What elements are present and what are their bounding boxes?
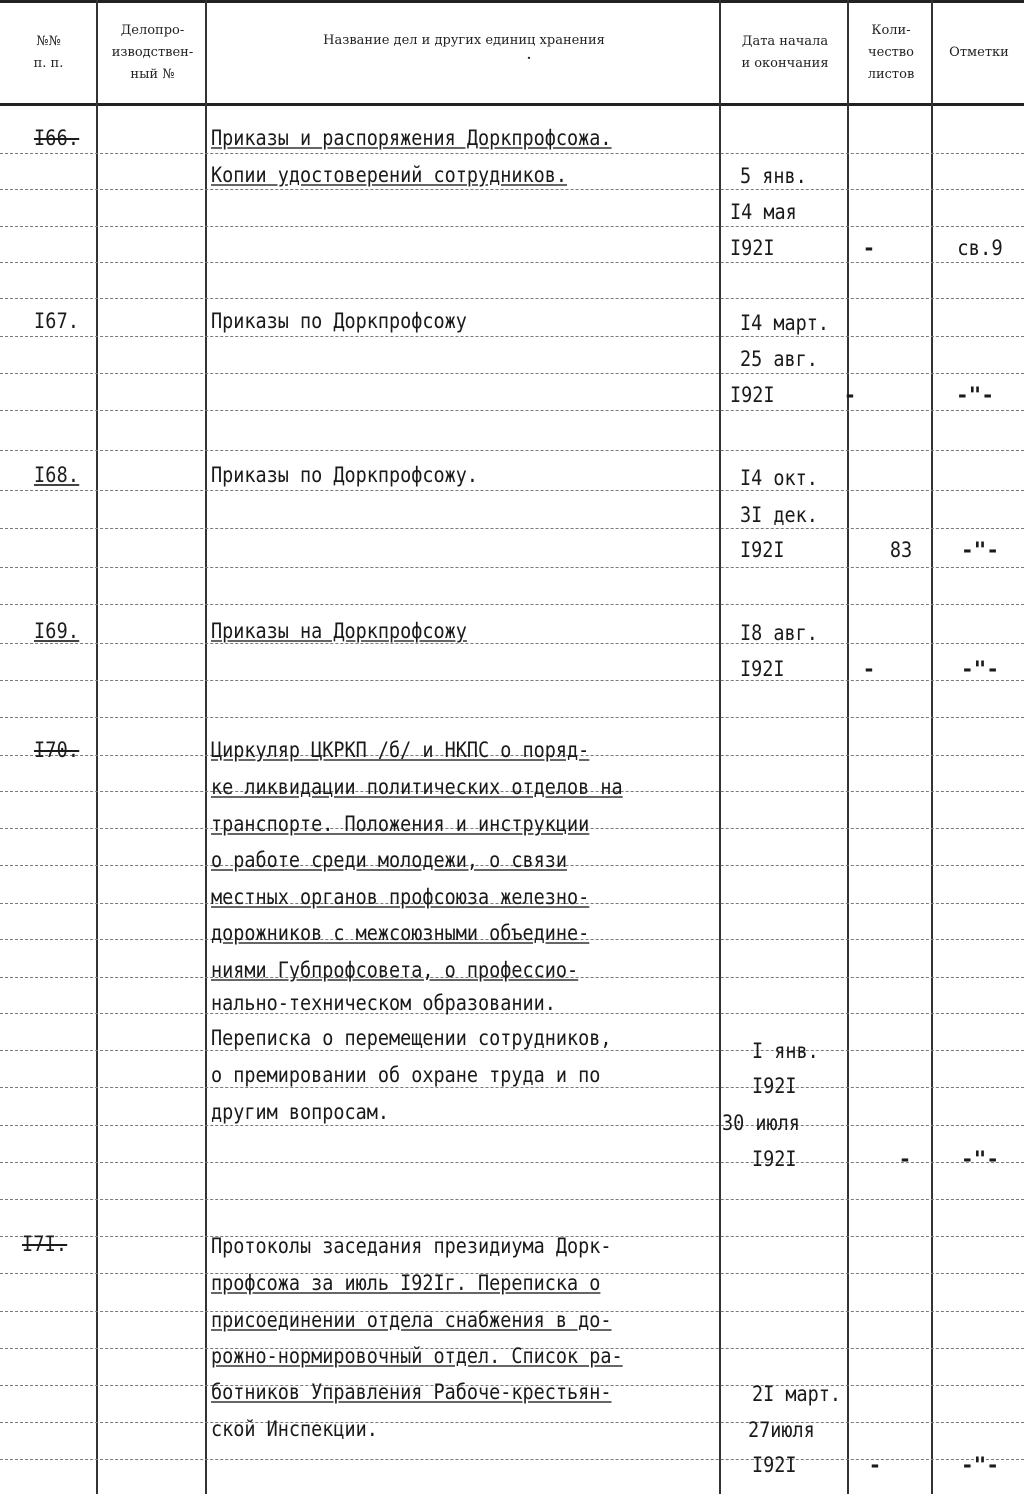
row-notes: -"- [956,383,994,407]
header-notes-text: Отметки [949,45,1009,60]
column-divider [205,0,207,1494]
row-title-line: Циркуляр ЦКРКП /б/ и НКПС о поряд- [211,738,590,762]
row-title-line: транспорте. Положения и инструкции [211,812,590,836]
row-sheet-count: - [868,1453,882,1477]
column-divider [847,0,849,1494]
row-notes: -"- [961,1453,999,1477]
row-date: I92I [752,1147,797,1171]
row-date: 3I дек. [740,503,818,527]
header-office-line2: изводствен- [111,45,194,60]
row-date: 25 авг. [740,347,818,371]
row-date: I4 март. [740,311,830,335]
row-sheet-count: - [862,236,876,260]
row-notes: св.9 [957,236,1003,260]
row-date: I8 авг. [740,621,818,645]
header-number-line1: №№ [36,34,61,49]
row-title-line: профсожа за июль I92Iг. Переписка о [211,1271,601,1295]
header-count-line2: чество [868,45,914,60]
row-date: 5 янв. [740,164,807,188]
row-sheet-count: - [862,657,876,681]
header-dates-line2: и окончания [741,56,829,71]
row-sheet-count: 83 [889,538,913,562]
row-title-line: ботников Управления Рабоче-крестьян- [211,1380,612,1404]
header-count [850,4,932,102]
row-title-line: другим вопросам. [211,1100,390,1124]
row-number: I70. [34,738,80,762]
top-border [0,0,1024,3]
column-divider [931,0,933,1494]
row-title-line: нально-техническом образовании. [211,991,556,1015]
row-number: I7I. [22,1232,68,1256]
row-title-line: Приказы на Доркпрофсожу [211,619,467,643]
header-dates-line1: Дата начала [741,34,829,49]
header-notes [934,4,1024,102]
header-number [0,4,97,102]
row-title-line: Копии удостоверений сотрудников. [211,163,568,187]
row-date: I4 окт. [740,466,818,490]
header-count-line3: листов [867,67,915,82]
row-title-line: Приказы и распоряжения Доркпрофсожа. [211,126,612,150]
row-date: 2I март. [752,1382,842,1406]
row-number: I69. [34,619,80,643]
header-bottom-border [0,103,1024,106]
row-date: I92I [740,657,785,681]
row-number: I68. [34,463,80,487]
header-number-line2: п. п. [33,56,64,71]
row-notes: -"- [961,1147,999,1171]
header-office-line3: ный № [130,67,175,82]
header-title-text: Название дел и других единиц хранения [323,33,605,48]
row-sheet-count: - [843,383,857,407]
row-notes: -"- [961,538,999,562]
row-date: I92I [730,383,775,407]
header-dates [722,4,848,102]
row-sheet-count: - [898,1147,912,1171]
row-title-line: ской Инспекции. [211,1417,378,1441]
row-title-line: дорожников с межсоюзными объедине- [211,921,590,945]
row-date: I92I [752,1074,797,1098]
row-title-line: о работе среди молодежи, о связи [211,848,568,872]
header-count-line1: Коли- [871,23,911,38]
row-date: 27июля [748,1418,815,1442]
header-title: Название дел и других единиц хранения · [208,4,720,102]
row-title-line: о премировании об охране труда и по [211,1063,601,1087]
row-number: I66. [34,126,80,150]
row-title-line: рожно-нормировочный отдел. Список ра- [211,1344,623,1368]
row-notes: -"- [961,657,999,681]
row-title-line: местных органов профсоюза железно- [211,885,590,909]
row-number: I67. [34,309,80,333]
row-date: I92I [730,236,775,260]
row-date: I4 мая [730,200,797,224]
row-title-line: Протоколы заседания президиума Дорк- [211,1234,612,1258]
row-date: I92I [752,1453,797,1477]
column-divider [96,0,98,1494]
row-title-line: Приказы по Доркпрофсожу. [211,463,479,487]
column-divider [719,0,721,1494]
row-title-line: ниями Губпрофсовета, о профессио- [211,958,579,982]
row-date: 30 июля [722,1111,800,1135]
header-office-number [99,4,206,102]
row-title-line: Приказы по Доркпрофсожу [211,309,467,333]
row-title-line: присоединении отдела снабжения в до- [211,1308,612,1332]
row-title-line: Переписка о перемещении сотрудников, [211,1026,612,1050]
row-date: I янв. [752,1039,819,1063]
row-title-line: ке ликвидации политических отделов на [211,775,623,799]
header-office-line1: Делопро- [120,23,185,38]
row-date: I92I [740,538,785,562]
